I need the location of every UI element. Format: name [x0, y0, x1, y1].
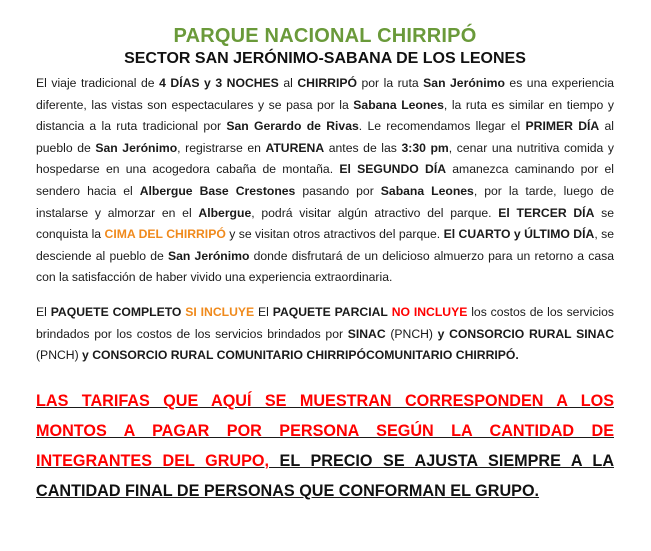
text-segment: donde disfrutará de un delicioso almuerzo para un retorno a casa con la satisfacción de haber vivido una experiencia extraordinaria. [36, 248, 615, 285]
emphasis-segment: El CUARTO y ÚLTIMO DÍA [443, 227, 595, 242]
emphasis-segment: SINAC [347, 326, 386, 341]
text-segment: El [36, 304, 51, 319]
emphasis-segment: PAQUETE COMPLETO [50, 304, 182, 319]
emphasis-segment: 3:30 pm [401, 140, 449, 155]
emphasis-segment: San Jerónimo [95, 140, 178, 155]
text-segment: . Le recomendamos llegar el [358, 119, 526, 134]
text-segment: , se desciende al pueblo de [36, 227, 614, 263]
text-segment: es una experiencia diferente, las vistas son espectaculares y se pasa por la [36, 76, 614, 112]
text-segment: y se visitan otros atractivos del parque. [225, 227, 444, 242]
emphasis-segment: y CONSORCIO RURAL SINAC [437, 326, 614, 341]
emphasis-segment: Sabana Leones [380, 183, 474, 198]
text-segment: (PNCH) [385, 326, 438, 341]
emphasis-segment: Albergue Base Crestones [139, 183, 296, 198]
emphasis-segment: PAQUETE PARCIAL [272, 304, 388, 319]
emphasis-segment: ATURENA [265, 140, 325, 155]
emphasis-segment: CIMA DEL CHIRRIPÓ [104, 227, 226, 242]
text-segment: amanezca caminando por el sendero hacia el [36, 162, 615, 198]
emphasis-segment: SI INCLUYE [185, 304, 255, 319]
rates-warning-red: LAS TARIFAS QUE AQUÍ SE MUESTRAN CORRESPONDEN A LOS MONTOS A PAGAR POR PERSONA SEGÚN LA CANTIDAD DE INTEGRANTES DEL GRUPO, [36, 391, 614, 470]
package-paragraph [36, 302, 614, 367]
rates-warning-black: EL PRECIO SE AJUSTA SIEMPRE A LA CANTIDAD FINAL DE PERSONAS QUE CONFORMAN EL GRUPO. [36, 451, 615, 500]
text-segment: , registrarse en [177, 140, 266, 155]
text-segment: El [254, 304, 273, 319]
rates-warning [36, 386, 614, 506]
text-segment: los costos de los servicios brindados por los costos de los servicios brindados por [36, 304, 614, 341]
text-segment: al [278, 76, 298, 90]
emphasis-segment: San Jerónimo [168, 248, 250, 263]
page-subtitle: SECTOR SAN JERÓNIMO-SABANA DE LOS LEONES [124, 50, 526, 67]
text-segment: , por la tarde, luego de instalarse y almorzar en el [36, 183, 614, 220]
text-segment: al pueblo de [36, 119, 615, 155]
text-segment: El viaje tradicional de [36, 76, 160, 90]
text-segment: (PNCH) [36, 348, 83, 363]
document-page [36, 24, 614, 522]
emphasis-segment: PRIMER DÍA [525, 119, 600, 134]
text-segment: antes de las [324, 140, 402, 155]
text-segment: , la ruta es similar en tiempo y distancia a la ruta tradicional por [36, 97, 614, 134]
text-segment: por la ruta [356, 76, 424, 90]
emphasis-segment: 4 DÍAS y 3 NOCHES [159, 76, 279, 90]
itinerary-paragraph [36, 73, 614, 289]
text-segment: , cenar una nutritiva comida y hospedarse en una acogedora cabaña de montaña. [36, 140, 615, 177]
emphasis-segment: Sabana Leones [353, 97, 444, 112]
emphasis-segment: San Jerónimo [423, 76, 505, 90]
emphasis-segment: El TERCER DÍA [498, 205, 595, 220]
emphasis-segment: y CONSORCIO RURAL COMUNITARIO CHIRRIPÓCOMUNITARIO CHIRRIPÓ. [82, 348, 519, 363]
emphasis-segment: El SEGUNDO DÍA [339, 162, 447, 177]
text-segment: pasando por [295, 183, 381, 198]
emphasis-segment: NO INCLUYE [391, 304, 468, 319]
emphasis-segment: Albergue [198, 205, 252, 220]
page-title: PARQUE NACIONAL CHIRRIPÓ [173, 25, 477, 47]
emphasis-segment: CHIRRIPÓ [297, 76, 357, 90]
emphasis-segment: San Gerardo de Rivas [226, 119, 359, 134]
text-segment: se conquista la [36, 205, 614, 242]
text-segment: , podrá visitar algún atractivo del parque. [251, 205, 499, 220]
